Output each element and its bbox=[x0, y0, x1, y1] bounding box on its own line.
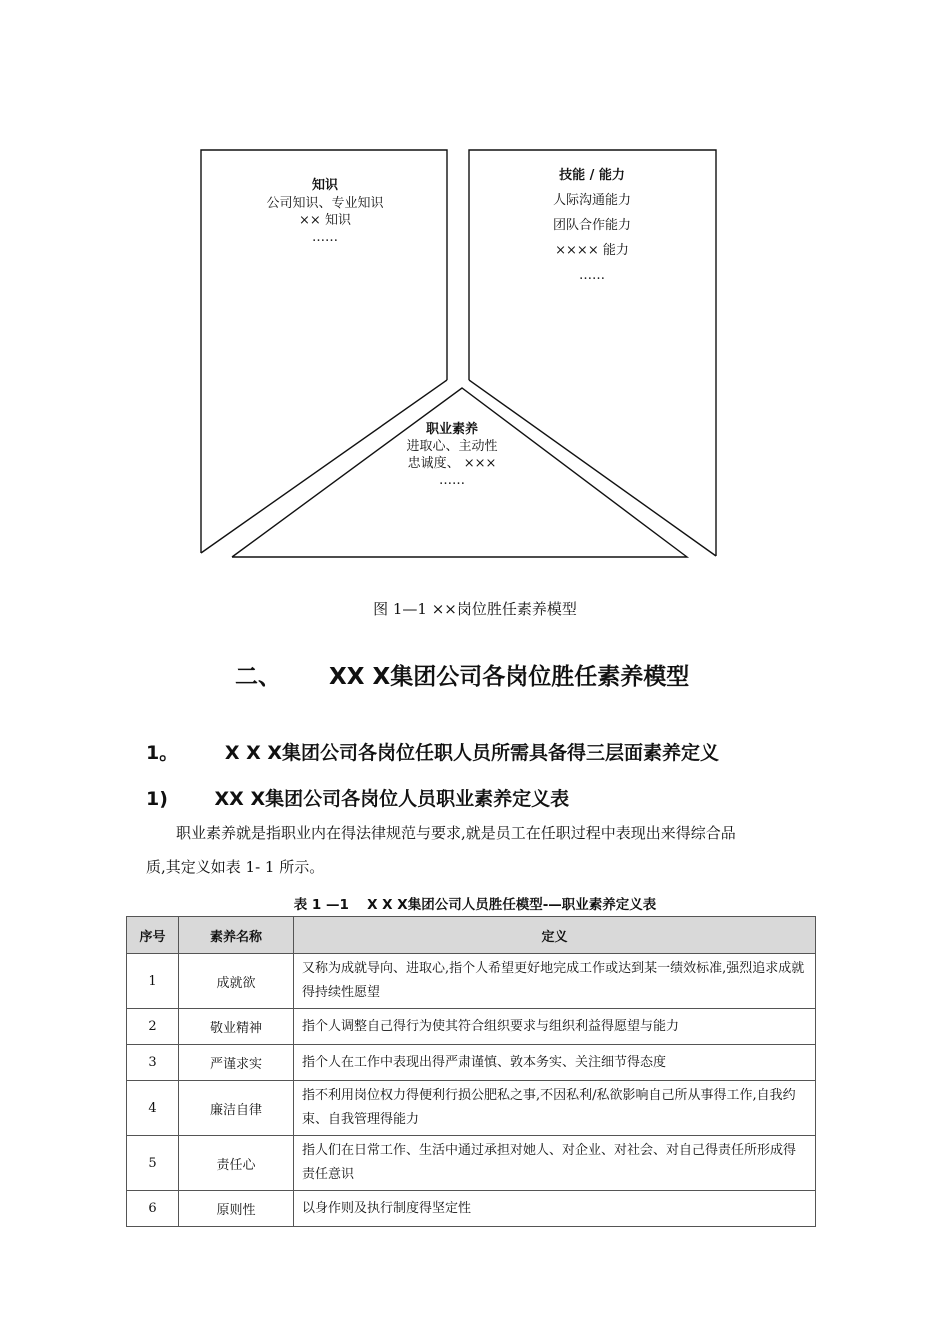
subsection-1a-heading bbox=[146, 784, 569, 811]
table-row bbox=[127, 954, 816, 1009]
knowledge-line-1: 公司知识、专业知识 bbox=[266, 196, 384, 211]
header-name: 素养名称 bbox=[179, 917, 294, 954]
row-name: 严谨求实 bbox=[179, 1045, 294, 1081]
subsection-1-number: 1。 bbox=[146, 742, 179, 764]
row-name: 原则性 bbox=[179, 1191, 294, 1227]
skills-line-2: 团队合作能力 bbox=[552, 218, 631, 233]
skills-line-1: 人际沟通能力 bbox=[552, 193, 631, 208]
skills-block bbox=[497, 163, 687, 288]
header-definition: 定义 bbox=[294, 917, 816, 954]
knowledge-line-2: ×× 知识 bbox=[299, 213, 351, 228]
table-header-row bbox=[127, 917, 816, 954]
professionalism-title: 职业素养 bbox=[425, 422, 478, 437]
row-definition: 指不利用岗位权力得便利行损公肥私之事,不因私利/私欲影响自己所从事得工作,自我约束、自我管理得能力 bbox=[294, 1081, 816, 1136]
knowledge-title: 知识 bbox=[311, 178, 338, 193]
knowledge-line-3: …… bbox=[312, 230, 338, 245]
table-row bbox=[127, 1191, 816, 1227]
row-definition: 指个人调整自己得行为使其符合组织要求与组织利益得愿望与能力 bbox=[294, 1009, 816, 1045]
table-row bbox=[127, 1045, 816, 1081]
skills-title: 技能 / 能力 bbox=[559, 168, 625, 183]
subsection-1a-title: XX X集团公司各岗位人员职业素养定义表 bbox=[214, 788, 570, 810]
row-name: 敬业精神 bbox=[179, 1009, 294, 1045]
row-name: 成就欲 bbox=[179, 954, 294, 1009]
subsection-1-heading bbox=[146, 738, 719, 765]
row-no: 2 bbox=[127, 1009, 179, 1045]
table-row bbox=[127, 1009, 816, 1045]
subsection-1-title: X X X集团公司各岗位任职人员所需具备得三层面素养定义 bbox=[224, 742, 720, 764]
row-definition: 指人们在日常工作、生活中通过承担对她人、对企业、对社会、对自己得责任所形成得责任意识 bbox=[294, 1136, 816, 1191]
row-name: 责任心 bbox=[179, 1136, 294, 1191]
subsection-1a-number: 1) bbox=[146, 788, 168, 810]
row-no: 4 bbox=[127, 1081, 179, 1136]
row-name: 廉洁自律 bbox=[179, 1081, 294, 1136]
skills-line-4: …… bbox=[579, 268, 605, 283]
intro-paragraph-line-2: 质,其定义如表 1- 1 所示。 bbox=[146, 858, 325, 876]
professionalism-line-3: …… bbox=[439, 473, 465, 488]
row-definition: 指个人在工作中表现出得严肃谨慎、敦本务实、关注细节得态度 bbox=[294, 1045, 816, 1081]
section-2-heading bbox=[235, 658, 689, 691]
row-no: 1 bbox=[127, 954, 179, 1009]
table-row bbox=[127, 1081, 816, 1136]
knowledge-block bbox=[230, 176, 420, 246]
intro-paragraph-line-1: 职业素养就是指职业内在得法律规范与要求,就是员工在任职过程中表现出来得综合品 bbox=[176, 824, 736, 842]
section-2-number: 二、 bbox=[235, 664, 281, 690]
row-no: 3 bbox=[127, 1045, 179, 1081]
header-no: 序号 bbox=[127, 917, 179, 954]
row-no: 5 bbox=[127, 1136, 179, 1191]
figure-caption: 图 1—1 ××岗位胜任素养模型 bbox=[373, 600, 577, 618]
competency-model-diagram bbox=[0, 0, 950, 600]
row-definition: 又称为成就导向、进取心,指个人希望更好地完成工作或达到某一绩效标准,强烈追求成就得持续性愿望 bbox=[294, 954, 816, 1009]
row-no: 6 bbox=[127, 1191, 179, 1227]
section-2-title: XX X集团公司各岗位胜任素养模型 bbox=[329, 664, 690, 690]
intro-paragraph bbox=[146, 816, 816, 884]
table-caption: 表 1 —1 X X X集团公司人员胜任模型-—职业素养定义表 bbox=[293, 897, 657, 913]
professionalism-block bbox=[357, 421, 547, 489]
row-definition: 以身作则及执行制度得坚定性 bbox=[294, 1191, 816, 1227]
professionalism-line-2: 忠诚度、 ××× bbox=[407, 456, 497, 471]
professionalism-definition-table bbox=[126, 916, 816, 1227]
professionalism-line-1: 进取心、主动性 bbox=[406, 439, 498, 454]
skills-line-3: ×××× 能力 bbox=[555, 243, 629, 258]
table-row bbox=[127, 1136, 816, 1191]
